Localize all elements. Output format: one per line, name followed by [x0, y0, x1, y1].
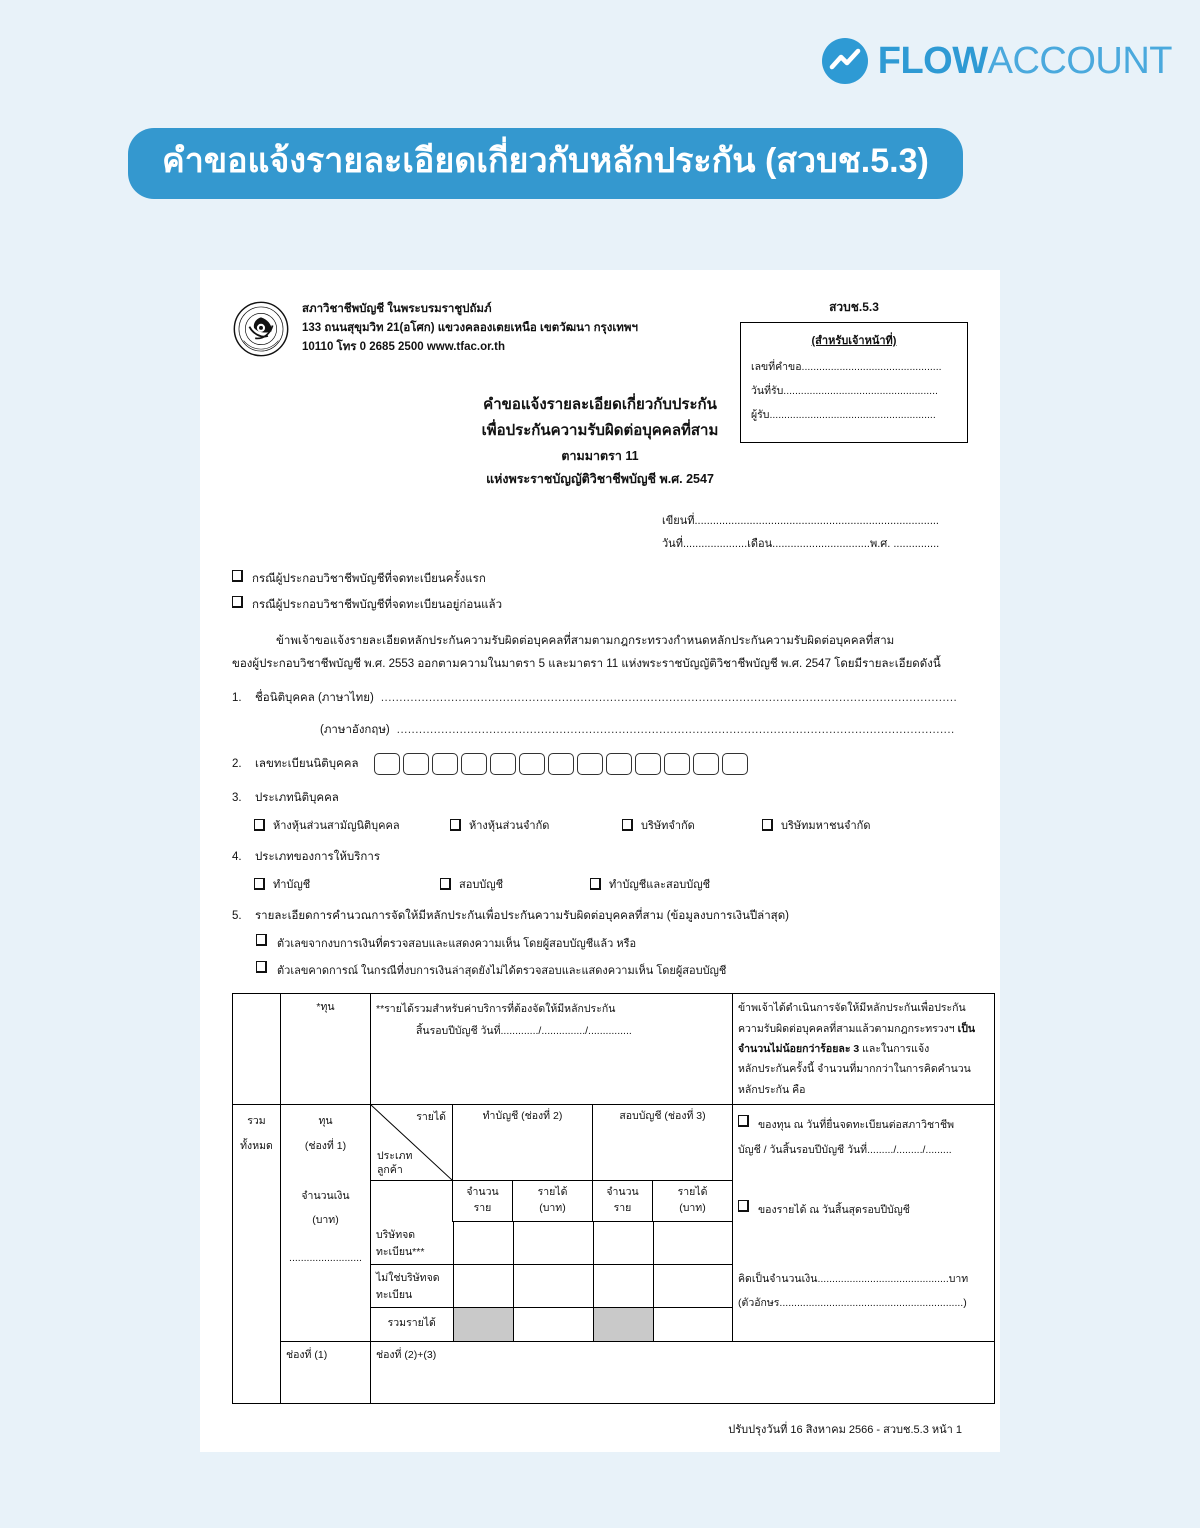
checkbox-icon[interactable] [738, 1200, 749, 1212]
diag-label-revenue: รายได้ [416, 1111, 446, 1124]
item-5-number: 5. [232, 910, 242, 923]
cell-bookkeeping-count[interactable] [453, 1264, 513, 1307]
row-label-registered [371, 1222, 453, 1265]
cell-audit-count[interactable] [593, 1264, 653, 1307]
grand-total-column-2-3[interactable]: ช่องที่ (2)+(3) [371, 1342, 995, 1404]
organization-address-line-1: 133 ถนนสุขุมวิท 21(อโศก) แขวงคลองเตยเหนือ เขตวัฒนา กรุงเทพฯ [302, 321, 638, 334]
subheader-text-1: จำนวน [606, 1186, 639, 1199]
declaration-line-3-text: และในการแจ้ง [859, 1042, 930, 1055]
registration-case-group [232, 570, 968, 614]
brand-name-bold: FLOW [877, 40, 988, 82]
reg-digit-box[interactable] [403, 753, 429, 775]
officer-field-receiver[interactable]: ผู้รับ......................................................... [751, 409, 936, 421]
declaration-line-4: หลักประกันครั้งนี้ จำนวนที่มากกว่าในการคิดคำนวน [738, 1063, 971, 1076]
officer-field-request-no[interactable]: เลขที่คำขอ................................................ [751, 361, 942, 373]
item-3-entity-type [232, 789, 968, 834]
declaration-line-3 [738, 1039, 989, 1059]
capital-amount-label-2: (บาท) [312, 1213, 339, 1226]
table-note-row [233, 994, 995, 1105]
item-1-sub-label: (ภาษาอังกฤษ) [320, 724, 390, 737]
row-label-non-registered [371, 1264, 453, 1307]
diag-label-client-type-2: ลูกค้า [377, 1164, 403, 1177]
item-5-calculation-detail [232, 907, 968, 979]
page-title-banner: คำขอแจ้งรายละเอียดเกี่ยวกับหลักประกัน (สวบช.5.3) [128, 128, 963, 199]
capital-amount-label-1: จำนวนเงิน [301, 1189, 350, 1202]
cell-grand-total-label [233, 1105, 281, 1404]
tfac-official-seal-icon [232, 300, 290, 358]
cell-audit-count[interactable] [593, 1222, 653, 1265]
item-3-number: 3. [232, 792, 242, 805]
intro-paragraph [232, 630, 968, 675]
cell-bookkeeping-amount[interactable] [513, 1264, 593, 1307]
table-row-non-registered-company [371, 1264, 733, 1307]
computed-amount-words-input[interactable]: (ตัวอักษร...............................................................) [738, 1297, 967, 1310]
row-label-line-2: ทะเบียน [376, 1288, 413, 1301]
checkbox-icon[interactable] [738, 1115, 749, 1127]
basis-option-revenue-label: ของรายได้ ณ วันสิ้นสุดรอบปีบัญชี [758, 1204, 910, 1217]
subheader-audit-amount [653, 1181, 733, 1222]
cell-audit-amount[interactable] [653, 1222, 733, 1265]
entity-type-option-partnership[interactable] [254, 816, 450, 834]
option-label: ตัวเลขจากงบการเงินที่ตรวจสอบและแสดงความเห็น โดยผู้สอบบัญชีแล้ว หรือ [277, 938, 637, 951]
reg-digit-box[interactable] [635, 753, 661, 775]
writeplace-section [232, 510, 968, 556]
organization-name: สภาวิชาชีพบัญชี ในพระบรมราชูปถัมภ์ [302, 303, 492, 315]
cell-capital-column [281, 1105, 371, 1342]
form-document-page [200, 270, 1000, 1452]
reg-digit-box[interactable] [664, 753, 690, 775]
option-label: บริษัทมหาชนจำกัด [781, 820, 871, 833]
option-label: ห้างหุ้นส่วนจำกัด [469, 820, 550, 833]
reg-digit-box[interactable] [490, 753, 516, 775]
service-option-bookkeeping[interactable] [254, 875, 440, 893]
writedate-field[interactable]: วันที่.....................เดือน................................พ.ศ. ............... [662, 538, 940, 551]
form-title-line-3: ตามมาตรา 11 [561, 448, 639, 463]
declaration-line-2-bold: เป็น [957, 1022, 976, 1035]
option-label: บริษัทจำกัด [641, 820, 695, 833]
cell-shaded-bookkeeping-count [453, 1307, 513, 1341]
organization-address-line-2: 10110 โทร 0 2685 2500 www.tfac.or.th [302, 340, 505, 353]
checkbox-icon[interactable] [762, 819, 773, 831]
organization-block [302, 298, 638, 357]
checkbox-icon[interactable] [232, 596, 243, 608]
entity-type-option-company-limited[interactable] [622, 816, 762, 834]
subheader-text-1: จำนวน [466, 1186, 499, 1199]
guarantee-calculation-table [232, 993, 995, 1404]
diag-label-client-type-1: ประเภท [377, 1150, 413, 1163]
option-label: สอบบัญชี [459, 879, 504, 892]
calc-option-audited[interactable] [256, 934, 968, 952]
cell-bookkeeping-count[interactable] [453, 1222, 513, 1265]
entity-type-option-limited-partnership[interactable] [450, 816, 622, 834]
reg-digit-box[interactable] [374, 753, 400, 775]
reg-digit-box[interactable] [722, 753, 748, 775]
item-3-label: ประเภทนิติบุคคล [255, 792, 339, 805]
cell-audit-amount[interactable] [653, 1264, 733, 1307]
basis-option-capital-date[interactable]: บัญชี / วันสิ้นรอบปีบัญชี วันที่........./........./......... [738, 1143, 952, 1156]
reg-digit-box[interactable] [577, 753, 603, 775]
form-title-line-2: เพื่อประกันความรับผิดต่อบุคคลที่สาม [481, 422, 719, 440]
subheader-bookkeeping-count [453, 1181, 513, 1222]
checkbox-icon[interactable] [256, 934, 267, 946]
capital-head-2: (ช่องที่ 1) [304, 1139, 347, 1152]
option-label: ห้างหุ้นส่วนสามัญนิติบุคคล [273, 820, 400, 833]
cell-declaration-note [733, 994, 995, 1105]
item-2-label: เลขทะเบียนนิติบุคคล [255, 758, 359, 771]
row-label-revenue-total: รวมรายได้ [371, 1307, 453, 1341]
subheader-bookkeeping-amount [513, 1181, 593, 1222]
subheader-text-2: (บาท) [679, 1202, 706, 1215]
checkbox-icon[interactable] [440, 878, 451, 890]
subheader-text-1: รายได้ [677, 1186, 708, 1199]
case-option-existing-registration[interactable] [232, 596, 968, 614]
cell-bookkeeping-amount[interactable] [513, 1222, 593, 1265]
table-row-registered-company [371, 1222, 733, 1265]
item-1-number: 1. [232, 692, 242, 705]
checkbox-icon[interactable] [256, 961, 267, 973]
item-3-options [232, 816, 968, 834]
group-header-audit: สอบบัญชี (ช่องที่ 3) [593, 1105, 733, 1181]
reg-digit-box[interactable] [606, 753, 632, 775]
reg-digit-box[interactable] [461, 753, 487, 775]
cell-revenue-note [371, 994, 733, 1105]
form-code-label: สวบช.5.3 [829, 300, 879, 314]
basis-option-capital-label: ของทุน ณ วันที่ยื่นจดทะเบียนต่อสภาวิชาชีพ [758, 1119, 955, 1132]
declaration-line-2-text: ความรับผิดต่อบุคคลที่สามแล้วตามกฎกระทรวงฯ [738, 1022, 958, 1035]
checkbox-icon[interactable] [254, 878, 265, 890]
calc-option-estimated[interactable] [256, 961, 968, 979]
service-option-audit[interactable] [440, 875, 590, 893]
cell-blank-topleft [233, 994, 281, 1105]
form-title-line-4: แห่งพระราชบัญญัติวิชาชีพบัญชี พ.ศ. 2547 [486, 472, 714, 487]
table-grand-total-row [233, 1342, 995, 1404]
revenue-note-line-1: **รายได้รวมสำหรับค่าบริการที่ต้องจัดให้มีหลักประกัน [376, 1003, 616, 1016]
officer-use-section [740, 298, 968, 443]
entity-type-option-public-company[interactable] [762, 816, 870, 834]
row-label-line-1: ไม่ใช่บริษัทจด [376, 1271, 440, 1284]
case-option-first-registration[interactable] [232, 570, 968, 588]
officer-use-box [740, 322, 968, 443]
computed-amount-input[interactable]: คิดเป็นจำนวนเงิน.............................................บาท [738, 1272, 969, 1285]
row-label-line-2: ทะเบียน*** [376, 1245, 425, 1258]
item-4-number: 4. [232, 851, 242, 864]
declaration-line-2 [738, 1019, 989, 1039]
intro-line-1: ข้าพเจ้าขอแจ้งรายละเอียดหลักประกันความรับผิดต่อบุคคลที่สามตามกฎกระทรวงกำหนดหลักประกันความรับผิดต่อบุคคลที่สาม [276, 635, 895, 648]
document-footer: ปรับปรุงวันที่ 16 สิงหาคม 2566 - สวบช.5.3 หน้า 1 [728, 1424, 962, 1437]
basis-option-capital[interactable] [738, 1115, 989, 1135]
checkbox-icon[interactable] [232, 570, 243, 582]
intro-line-2: ของผู้ประกอบวิชาชีพบัญชี พ.ศ. 2553 ออกตามความในมาตรา 5 และมาตรา 11 แห่งพระราชบัญญัติวิชาชีพบัญชี พ.ศ. 2547 โดยมีรายละเอียดดังนี้ [232, 657, 941, 670]
grand-total-label-2: ทั้งหมด [240, 1139, 273, 1152]
basis-option-revenue[interactable] [738, 1200, 989, 1220]
subheader-text-2: ราย [473, 1202, 492, 1215]
writeplace-field[interactable]: เขียนที่................................................................................ [662, 515, 939, 527]
item-1-thai-name-input[interactable]: ............................................................................................................................................................ [380, 692, 958, 705]
item-1-entity-name [232, 689, 968, 739]
declaration-line-5: หลักประกัน คือ [738, 1083, 806, 1096]
row-label-line-1: บริษัทจด [376, 1228, 416, 1241]
cell-diagonal-header [371, 1105, 453, 1181]
officer-use-header: (สำหรับเจ้าหน้าที่) [811, 335, 897, 347]
registration-number-boxes[interactable] [374, 753, 748, 775]
cell-total-audit-amount[interactable] [653, 1307, 733, 1341]
brand-name-light: ACCOUNT [987, 40, 1172, 82]
capital-amount-input[interactable]: ......................... [289, 1251, 362, 1264]
reg-digit-box[interactable] [693, 753, 719, 775]
subheader-text-2: (บาท) [539, 1202, 566, 1215]
flowaccount-logo [822, 38, 1172, 84]
case-option-label: กรณีผู้ประกอบวิชาชีพบัญชีที่จดทะเบียนอยู่ก่อนแล้ว [252, 599, 503, 612]
item-5-label: รายละเอียดการคำนวณการจัดให้มีหลักประกันเพื่อประกันความรับผิดต่อบุคคลที่สาม (ข้อมูลงบการเงินปีล่าสุด) [255, 910, 789, 923]
item-2-registration-number [232, 753, 968, 775]
cell-shaded-audit-count [593, 1307, 653, 1341]
flowaccount-chart-mark [822, 38, 868, 84]
case-option-label: กรณีผู้ประกอบวิชาชีพบัญชีที่จดทะเบียนครั้งแรก [252, 573, 486, 586]
cell-total-bookkeeping-amount[interactable] [513, 1307, 593, 1341]
item-4-service-type [232, 848, 968, 893]
capital-head-1: ทุน [318, 1115, 333, 1128]
item-1-label: ชื่อนิติบุคคล (ภาษาไทย) [255, 692, 374, 705]
table-row-revenue-total [371, 1307, 733, 1341]
brand-wordmark [878, 42, 1172, 80]
subheader-audit-count [593, 1181, 653, 1222]
reg-digit-box[interactable] [519, 753, 545, 775]
checkbox-icon[interactable] [590, 878, 601, 890]
revenue-note-line-2[interactable]: สิ้นรอบปีบัญชี วันที่............./.............../............... [416, 1025, 632, 1038]
grand-total-label-1: รวม [247, 1115, 266, 1128]
reg-digit-box[interactable] [548, 753, 574, 775]
item-2-number: 2. [232, 758, 242, 771]
subheader-text-2: ราย [613, 1202, 632, 1215]
reg-digit-box[interactable] [432, 753, 458, 775]
checkbox-icon[interactable] [450, 819, 461, 831]
option-label: ตัวเลขคาดการณ์ ในกรณีที่งบการเงินล่าสุดยังไม่ได้ตรวจสอบและแสดงความเห็น โดยผู้สอบบัญชี [277, 965, 727, 978]
item-1-english-name-input[interactable]: ....................................................................................................................................................... [396, 724, 955, 737]
cell-capital-star: *ทุน [281, 994, 371, 1105]
item-4-options [232, 875, 968, 893]
service-option-both[interactable] [590, 875, 710, 893]
checkbox-icon[interactable] [622, 819, 633, 831]
form-title-line-1: คำขอแจ้งรายละเอียดเกี่ยวกับประกัน [483, 396, 717, 413]
cell-basis-options [733, 1105, 995, 1342]
subheader-text-1: รายได้ [537, 1186, 568, 1199]
item-4-label: ประเภทของการให้บริการ [255, 851, 380, 864]
officer-field-received-date[interactable]: วันที่รับ..................................................... [751, 385, 938, 397]
declaration-line-3-bold: จำนวนไม่น้อยกว่าร้อยละ 3 [738, 1042, 860, 1055]
option-label: ทำบัญชี [273, 879, 311, 892]
declaration-line-1: ข้าพเจ้าได้ดำเนินการจัดให้มีหลักประกันเพื่อประกัน [738, 1002, 966, 1015]
checkbox-icon[interactable] [254, 819, 265, 831]
table-header-row [233, 1105, 995, 1181]
grand-total-column-1[interactable]: ช่องที่ (1) [281, 1342, 371, 1404]
option-label: ทำบัญชีและสอบบัญชี [609, 879, 711, 892]
group-header-bookkeeping: ทำบัญชี (ช่องที่ 2) [453, 1105, 593, 1181]
